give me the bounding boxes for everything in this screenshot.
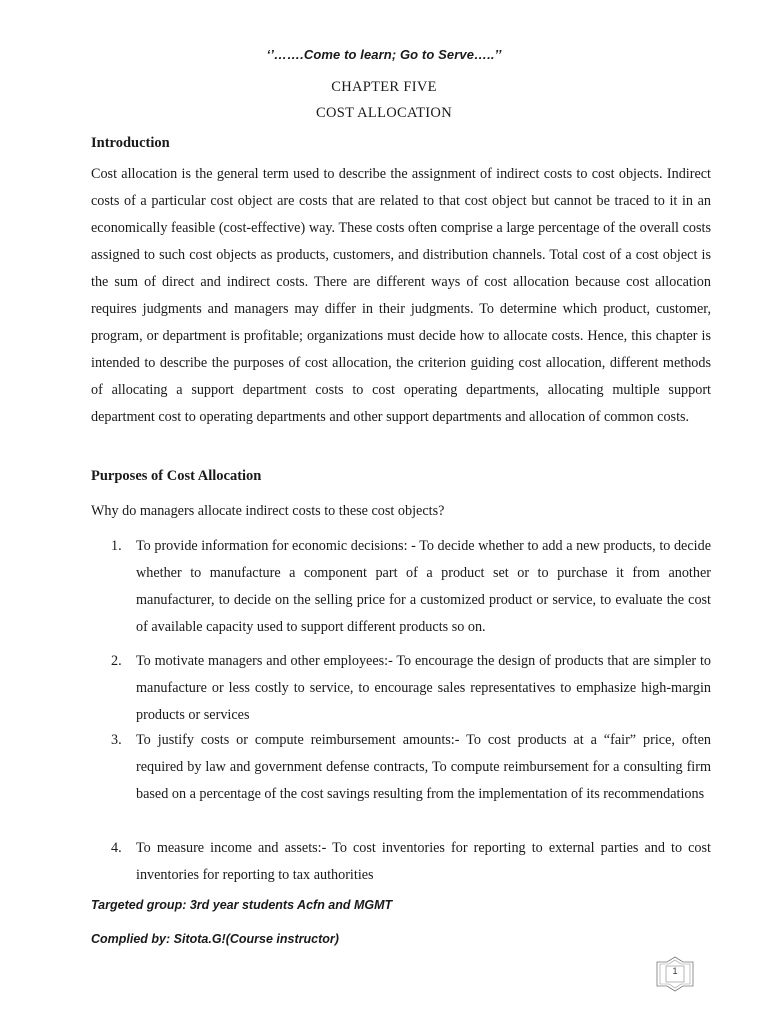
- chapter-title: COST ALLOCATION: [316, 105, 452, 121]
- list-item-number: 2.: [111, 653, 122, 669]
- introduction-paragraph: Cost allocation is the general term used to describe the assignment of indirect costs to cost objects. Indirect costs of a particular cost object are costs that are related to that cost object but cannot be traced to it in an economically feasible (cost-effective) way. These costs often comprise a large percentage of the overall costs assigned to such cost objects as products, customers, and distribution channels. Total cost of a cost object is the sum of direct and indirect costs. There are different ways of cost allocation because cost allocation requires judgments and managers may differ in their judgments. To determine which product, customer, program, or department is profitable; organizations must decide how to allocate costs. Hence, this chapter is intended to describe the purposes of cost allocation, the criterion guiding cost allocation, different methods of allocating a support department costs to cost operating departments, allocating multiple support department cost to operating departments and other support departments and allocation of common costs.: [91, 166, 711, 425]
- purposes-heading: Purposes of Cost Allocation: [91, 468, 262, 484]
- list-item-text: To motivate managers and other employees:- To encourage the design of products that are simpler to manufacture or less costly to service, to encourage sales representatives to emphasize high-margin products or services: [136, 653, 711, 723]
- compiled-by-note: Complied by: Sitota.G!(Course instructor): [91, 932, 339, 946]
- motto: ‘’…….Come to learn; Go to Serve…..’’: [266, 47, 502, 62]
- target-group-note: Targeted group: 3rd year students Acfn and MGMT: [91, 898, 393, 912]
- list-item-text: To provide information for economic decisions: - To decide whether to add a new products, to decide whether to manufacture a component part of a product set or to purchase it from another manufacturer, to decide on the selling price for a customized product or service, to evaluate the cost of available capacity used to support different products so on.: [136, 538, 711, 635]
- purposes-question: Why do managers allocate indirect costs to these cost objects?: [91, 503, 445, 519]
- page-number-badge: [655, 956, 695, 992]
- list-item-number: 1.: [111, 538, 122, 554]
- list-item-number: 4.: [111, 840, 122, 856]
- page-number: 1: [672, 966, 678, 976]
- list-item-number: 3.: [111, 732, 122, 748]
- introduction-heading: Introduction: [91, 135, 170, 151]
- list-item-text: To justify costs or compute reimbursement amounts:- To cost products at a “fair” price, often required by law and government defense contracts, To compute reimbursement for a consulting firm based on a percentage of the cost savings resulting from the implementation of its recommendations: [136, 732, 711, 802]
- chapter-label: CHAPTER FIVE: [331, 79, 437, 95]
- list-item-text: To measure income and assets:- To cost inventories for reporting to external parties and to cost inventories for reporting to tax authorities: [136, 840, 711, 883]
